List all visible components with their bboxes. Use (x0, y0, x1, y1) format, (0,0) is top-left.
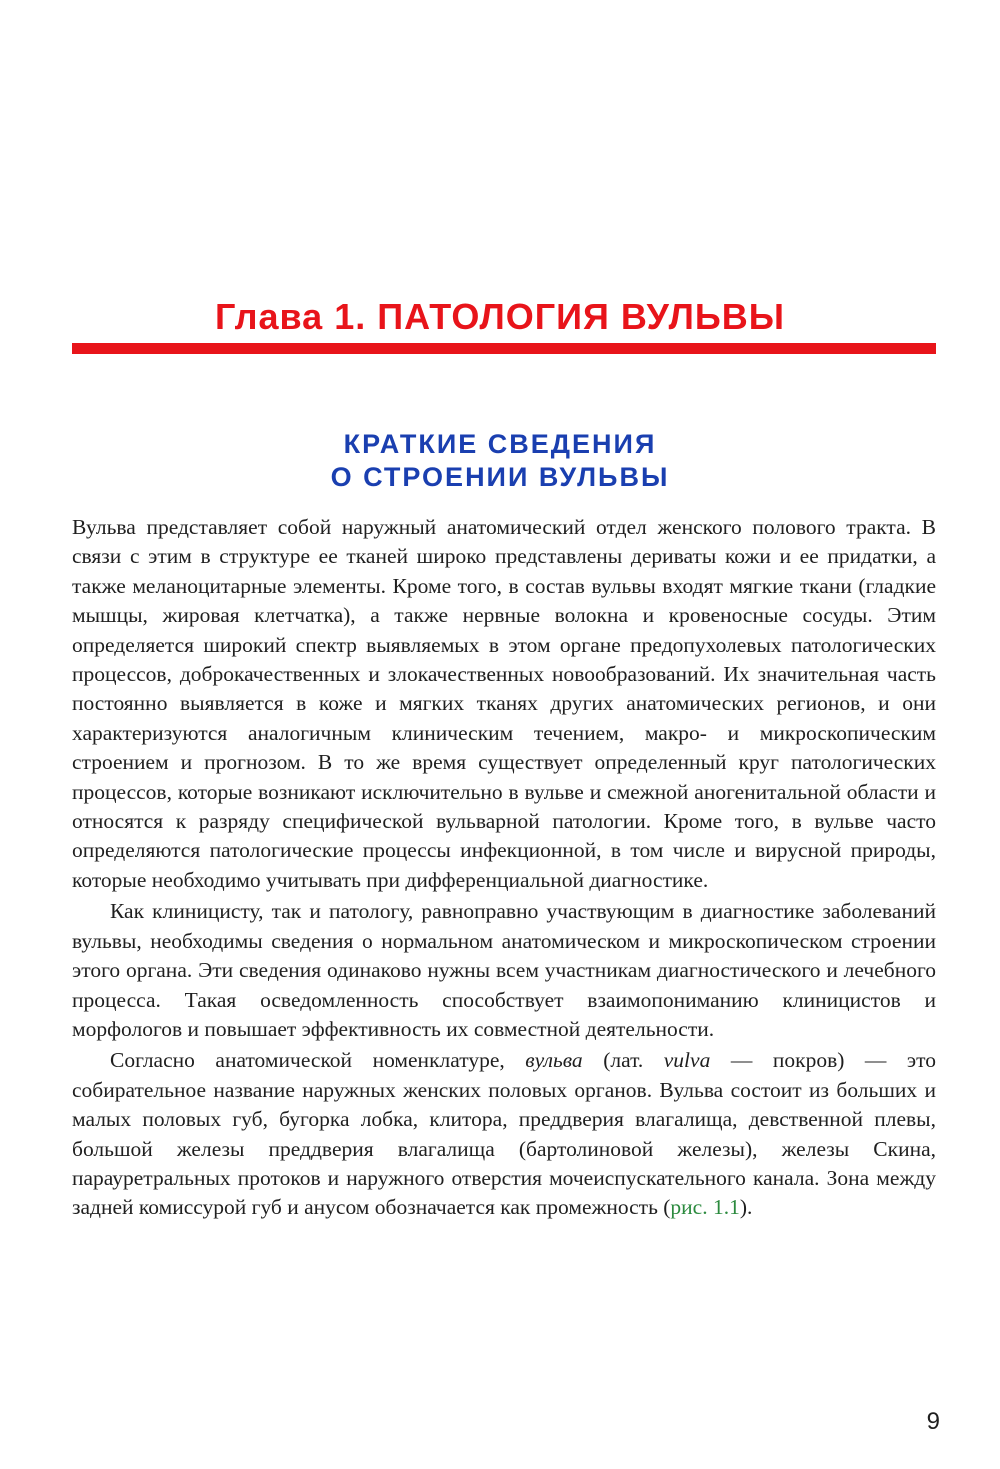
body-text (72, 513, 936, 1223)
paragraph-3-text-b: (лат. (582, 1048, 664, 1073)
chapter-title: Глава 1. ПАТОЛОГИЯ ВУЛЬВЫ (215, 296, 785, 337)
paragraph-3-text-a: Согласно анатомической номенклатуре, (110, 1048, 526, 1073)
paragraph-3-text-d: ). (739, 1195, 753, 1220)
section-heading-line-1: КРАТКИЕ СВЕДЕНИЯ (343, 429, 657, 459)
term-vulva: вульва (525, 1048, 583, 1073)
paragraph-1: Вульва представляет собой наружный анатомический отдел женского полового тракта. В связи с этим в структуре ее тканей широко представлены дериваты кожи и ее придатки, а также меланоцитарные элементы. Кроме того, в состав вульвы входят мягкие ткани (гладкие мышцы, жировая клетчатка), а также нервные волокна и кровеносные сосуды. Этим определяется широкий спектр выявляемых в этом органе предопухолевых патологических процессов, доброкачественных и злокачественных новообразований. Их значительная часть постоянно выявляется в коже и мягких тканях других анатомических регионов, и они характеризуются аналогичным клиническим течением, макро- и микроскопическим строением и прогнозом. В то же время существует определенный круг патологических процессов, которые возникают исключительно в вульве и смежной аногенитальной области и относятся к разряду специфической вульварной патологии. Кроме того, в вульве часто определяются патологические процессы инфекционной, в том числе и вирусной природы, которые необходимо учитывать при дифференциальной диагностике. (72, 515, 936, 892)
section-heading (0, 428, 1000, 494)
latin-term: vulva (663, 1048, 711, 1073)
chapter-title-rule (72, 343, 936, 354)
paragraph-3-text-c: — покров) — это собирательное название наружных женских половых органов. Вульва состоит из больших и малых половых губ, бугорка лобка, клитора, преддверия влагалища, девственной плевы, большой железы преддверия влагалища (бартолиновой железы), железы Скина, парауретральных протоков и наружного отверстия мочеиспускательного канала. Зона между задней комиссурой губ и анусом обозначается как промежность ( (72, 1048, 937, 1220)
figure-reference-link[interactable]: рис. 1.1 (670, 1195, 740, 1220)
section-heading-line-2: О СТРОЕНИИ ВУЛЬВЫ (330, 462, 670, 492)
paragraph-2: Как клиницисту, так и патологу, равноправно участвующим в диагностике заболеваний вульвы, необходимы сведения о нормальном анатомическом и микроскопическом строении этого органа. Эти сведения одинаково нужны всем участникам диагностического и лечебного процесса. Такая осведомленность способствует взаимопониманию клиницистов и морфологов и повышает эффективность их совместной деятельности. (72, 899, 936, 1041)
page-number: 9 (926, 1408, 940, 1435)
paragraph-3 (72, 1046, 936, 1222)
